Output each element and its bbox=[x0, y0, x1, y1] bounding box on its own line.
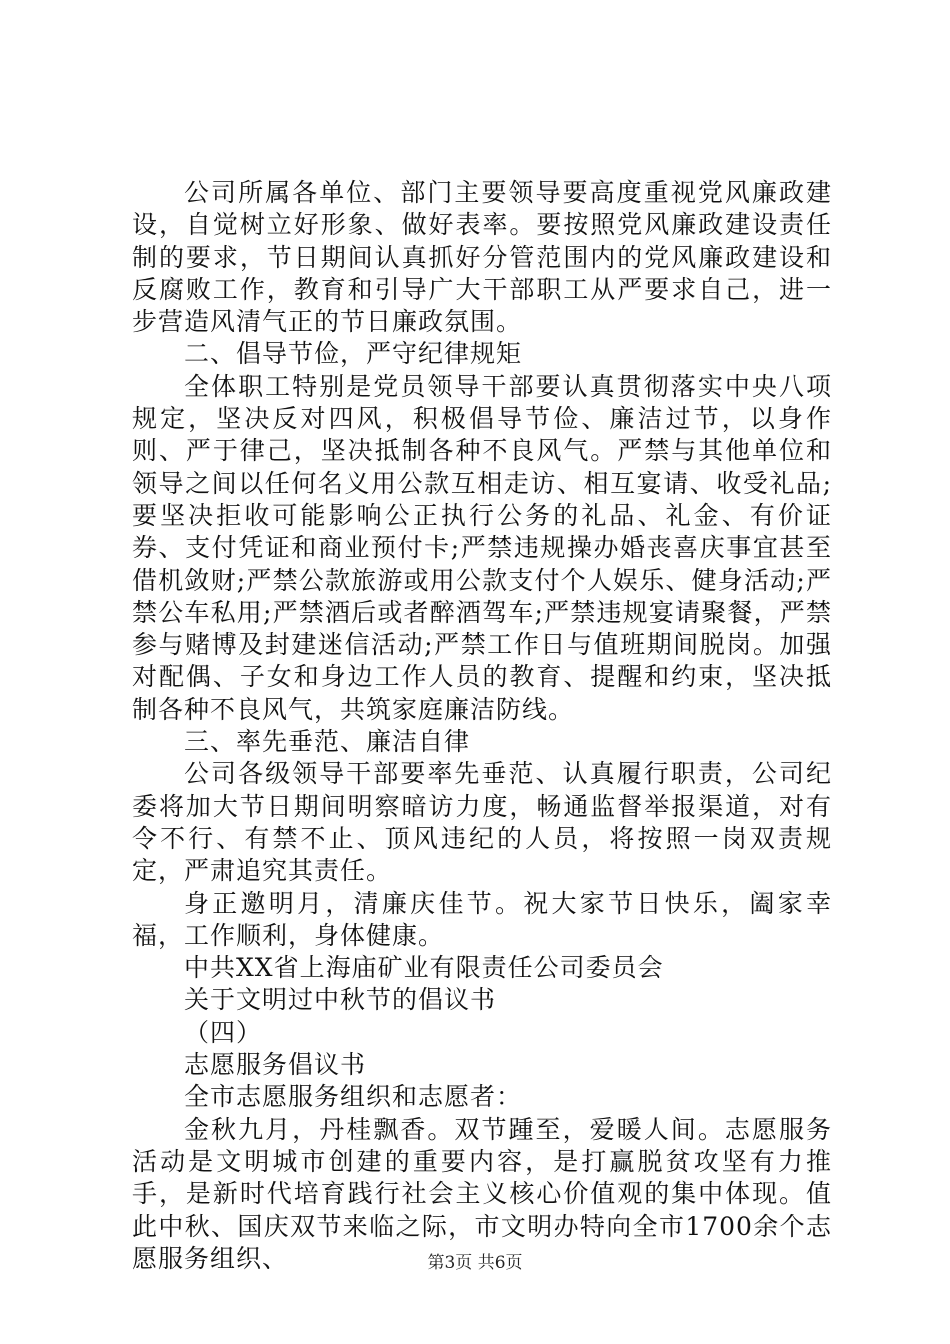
page-number-footer: 第3页 共6页 bbox=[427, 1253, 523, 1273]
section-heading-3: 三、率先垂范、廉洁自律 bbox=[184, 727, 471, 757]
paragraph: 公司所属各单位、部门主要领导要高度重视党风廉政建设，自觉树立好形象、做好表率。要按照党风廉政建设责任制的要求，节日期间认真抓好分管范围内的党风廉政建设和反腐败工作，教育和引导广大干部职工从严要求自己，进一步营造风清气正的节日廉政氛围。 bbox=[132, 178, 832, 337]
paragraph: 公司各级领导干部要率先垂范、认真履行职责，公司纪委将加大节日期间明察暗访力度，畅通监督举报渠道，对有令不行、有禁不止、顶风违纪的人员，将按照一岗双责规定，严肃追究其责任。 bbox=[132, 759, 832, 886]
salutation: 全市志愿服务组织和志愿者： bbox=[184, 1082, 523, 1112]
section-number: （四） bbox=[184, 1017, 263, 1047]
signature-organization: 中共XX省上海庙矿业有限责任公司委员会 bbox=[184, 953, 664, 983]
subdocument-title: 志愿服务倡议书 bbox=[184, 1050, 367, 1080]
paragraph: 身正邀明月，清廉庆佳节。祝大家节日快乐，阖家幸福，工作顺利，身体健康。 bbox=[132, 888, 832, 950]
paragraph: 全体职工特别是党员领导干部要认真贯彻落实中央八项规定，坚决反对四风，积极倡导节俭、廉洁过节，以身作则、严于律己，坚决抵制各种不良风气。严禁与其他单位和领导之间以任何名义用公款互相走访、相互宴请、收受礼品;要坚决拒收可能影响公正执行公务的礼品、礼金、有价证券、支付凭证和商业预付卡;严禁违规操办婚丧喜庆事宜甚至借机敛财;严禁公款旅游或用公款支付个人娱乐、健身活动;严禁公车私用;严禁酒后或者醉酒驾车;严禁违规宴请聚餐，严禁参与赌博及封建迷信活动;严禁工作日与值班期间脱岗。加强对配偶、子女和身边工作人员的教育、提醒和约束，坚决抵制各种不良风气，共筑家庭廉洁防线。 bbox=[132, 371, 832, 724]
section-heading-2: 二、倡导节俭，严守纪律规矩 bbox=[184, 339, 523, 369]
document-body bbox=[132, 177, 832, 1275]
document-title: 关于文明过中秋节的倡议书 bbox=[184, 985, 497, 1015]
paragraph: 金秋九月，丹桂飘香。双节踵至，爱暖人间。志愿服务活动是文明城市创建的重要内容，是打赢脱贫攻坚有力推手，是新时代培育践行社会主义核心价值观的集中体现。值此中秋、国庆双节来临之际，市文明办特向全市1700余个志愿服务组织、 bbox=[132, 1114, 832, 1273]
